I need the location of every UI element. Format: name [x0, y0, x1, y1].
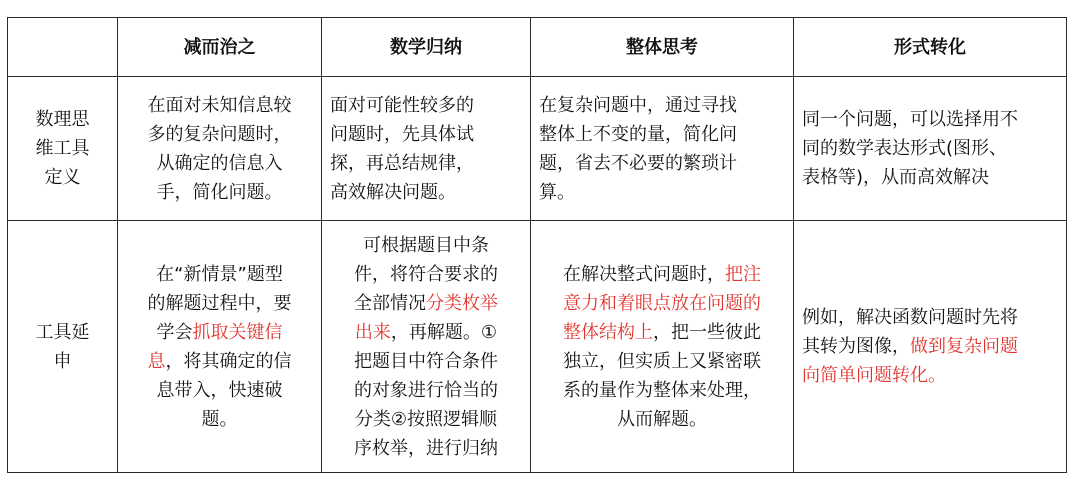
body-text: 的解题过程中，要 — [147, 292, 292, 314]
header-cell-holistic-thinking: 整体思考 — [531, 18, 794, 77]
body-text: 分类②按照逻辑顺 — [354, 408, 498, 430]
body-text: 在复杂问题中，通过寻找 — [539, 94, 737, 116]
body-text: 学会 — [156, 321, 193, 343]
row-label-line: 定义 — [44, 167, 81, 188]
body-text: 在“新情景”题型 — [156, 263, 283, 285]
body-text: 题。 — [201, 408, 238, 430]
body-text: 从而解题。 — [617, 408, 707, 430]
body-text: 在面对未知信息较 — [147, 94, 292, 116]
text-line — [330, 231, 522, 260]
text-line — [330, 347, 522, 376]
row-label-line: 维工具 — [35, 138, 90, 159]
text-line — [126, 149, 313, 178]
header-cell-mathematical-induction: 数学归纳 — [322, 18, 531, 77]
text-line — [126, 376, 313, 405]
text-line — [539, 149, 785, 178]
row-label-line: 数理思 — [35, 109, 90, 130]
highlighted-text: 抓取关键信 — [192, 321, 283, 343]
body-text: 算。 — [539, 181, 575, 203]
cell-definition-form-transformation — [794, 77, 1067, 221]
body-text: 序枚举，进行归纳 — [354, 437, 498, 459]
row-label-extension — [8, 221, 118, 473]
text-line — [802, 361, 1058, 390]
text-line — [539, 318, 785, 347]
text-line — [539, 91, 785, 120]
table-row-extension — [8, 221, 1067, 473]
cell-definition-mathematical-induction — [322, 77, 531, 221]
text-line — [539, 260, 785, 289]
body-text: 件，将符合要求的 — [354, 263, 498, 285]
text-line — [330, 149, 522, 178]
text-line — [539, 289, 785, 318]
text-line — [330, 318, 522, 347]
highlighted-text: 息 — [147, 350, 166, 372]
text-line — [330, 434, 522, 463]
body-text: 在解决整式问题时， — [563, 263, 725, 285]
text-line — [539, 120, 785, 149]
body-text: 从确定的信息入 — [156, 152, 283, 174]
highlighted-text: 向简单问题转化。 — [802, 365, 946, 386]
highlighted-text: 分类枚举 — [426, 292, 498, 314]
body-text: 息带入，快速破 — [156, 379, 283, 401]
text-line — [330, 260, 522, 289]
text-line — [330, 376, 522, 405]
row-label-line: 工具延 — [35, 321, 90, 343]
text-line — [126, 405, 313, 434]
body-text: 系的量作为整体来处理， — [563, 379, 761, 401]
header-row — [8, 18, 1067, 77]
cell-definition-holistic-thinking — [531, 77, 794, 221]
body-text: 例如，解决函数问题时先将 — [802, 307, 1018, 328]
text-line — [126, 91, 313, 120]
body-text: 把题目中符合条件 — [354, 350, 498, 372]
text-line — [126, 318, 313, 347]
body-text: 探，再总结规律， — [330, 152, 474, 174]
body-text: 表格等)，从而高效解决 — [802, 167, 990, 188]
text-line — [802, 163, 1058, 192]
text-line — [330, 405, 522, 434]
body-text: 可根据题目中条 — [363, 234, 489, 256]
text-line — [126, 347, 313, 376]
text-line — [126, 260, 313, 289]
body-text: 题，省去不必要的繁琐计 — [539, 152, 737, 174]
text-line — [330, 91, 522, 120]
body-text: 问题时，先具体试 — [330, 123, 474, 145]
text-line — [539, 178, 785, 207]
body-text: ，再解题。① — [390, 321, 498, 343]
text-line — [126, 289, 313, 318]
table-row-definition — [8, 77, 1067, 221]
body-text: 高效解决问题。 — [330, 181, 456, 203]
row-label-line: 申 — [53, 350, 72, 372]
text-line — [802, 303, 1058, 332]
body-text: 手，简化问题。 — [156, 181, 283, 203]
text-line — [802, 105, 1058, 134]
text-line — [539, 347, 785, 376]
body-text: 同的数学表达形式(图形、 — [802, 138, 1008, 159]
cell-extension-divide-and-conquer — [118, 221, 322, 473]
body-text: ，把一些彼此 — [653, 321, 761, 343]
body-text: ，将其确定的信 — [165, 350, 292, 372]
text-line — [126, 178, 313, 207]
text-line — [126, 120, 313, 149]
header-cell-divide-and-conquer: 减而治之 — [118, 18, 322, 77]
cell-extension-form-transformation — [794, 221, 1067, 473]
header-cell-form-transformation: 形式转化 — [794, 18, 1067, 77]
highlighted-text: 整体结构上 — [563, 321, 653, 343]
text-line — [330, 289, 522, 318]
body-text: 的对象进行恰当的 — [354, 379, 498, 401]
highlighted-text: 意力和着眼点放在问题的 — [563, 292, 761, 314]
body-text: 整体上不变的量，简化问 — [539, 123, 737, 145]
cell-definition-divide-and-conquer — [118, 77, 322, 221]
body-text: 面对可能性较多的 — [330, 94, 474, 116]
text-line — [330, 120, 522, 149]
body-text: 独立，但实质上又紧密联 — [563, 350, 761, 372]
highlighted-text: 做到复杂问题 — [910, 336, 1018, 357]
text-line — [802, 332, 1058, 361]
row-label-definition — [8, 77, 118, 221]
highlighted-text: 把注 — [725, 263, 761, 285]
body-text: 同一个问题，可以选择用不 — [802, 109, 1018, 130]
text-line — [330, 178, 522, 207]
cell-extension-holistic-thinking — [531, 221, 794, 473]
cell-extension-mathematical-induction — [322, 221, 531, 473]
header-cell-empty — [8, 18, 118, 77]
body-text: 多的复杂问题时， — [147, 123, 292, 145]
text-line — [802, 134, 1058, 163]
body-text: 全部情况 — [354, 292, 426, 314]
comparison-table — [7, 17, 1067, 473]
highlighted-text: 出来 — [354, 321, 391, 343]
text-line — [539, 405, 785, 434]
text-line — [539, 376, 785, 405]
body-text: 其转为图像， — [802, 336, 910, 357]
